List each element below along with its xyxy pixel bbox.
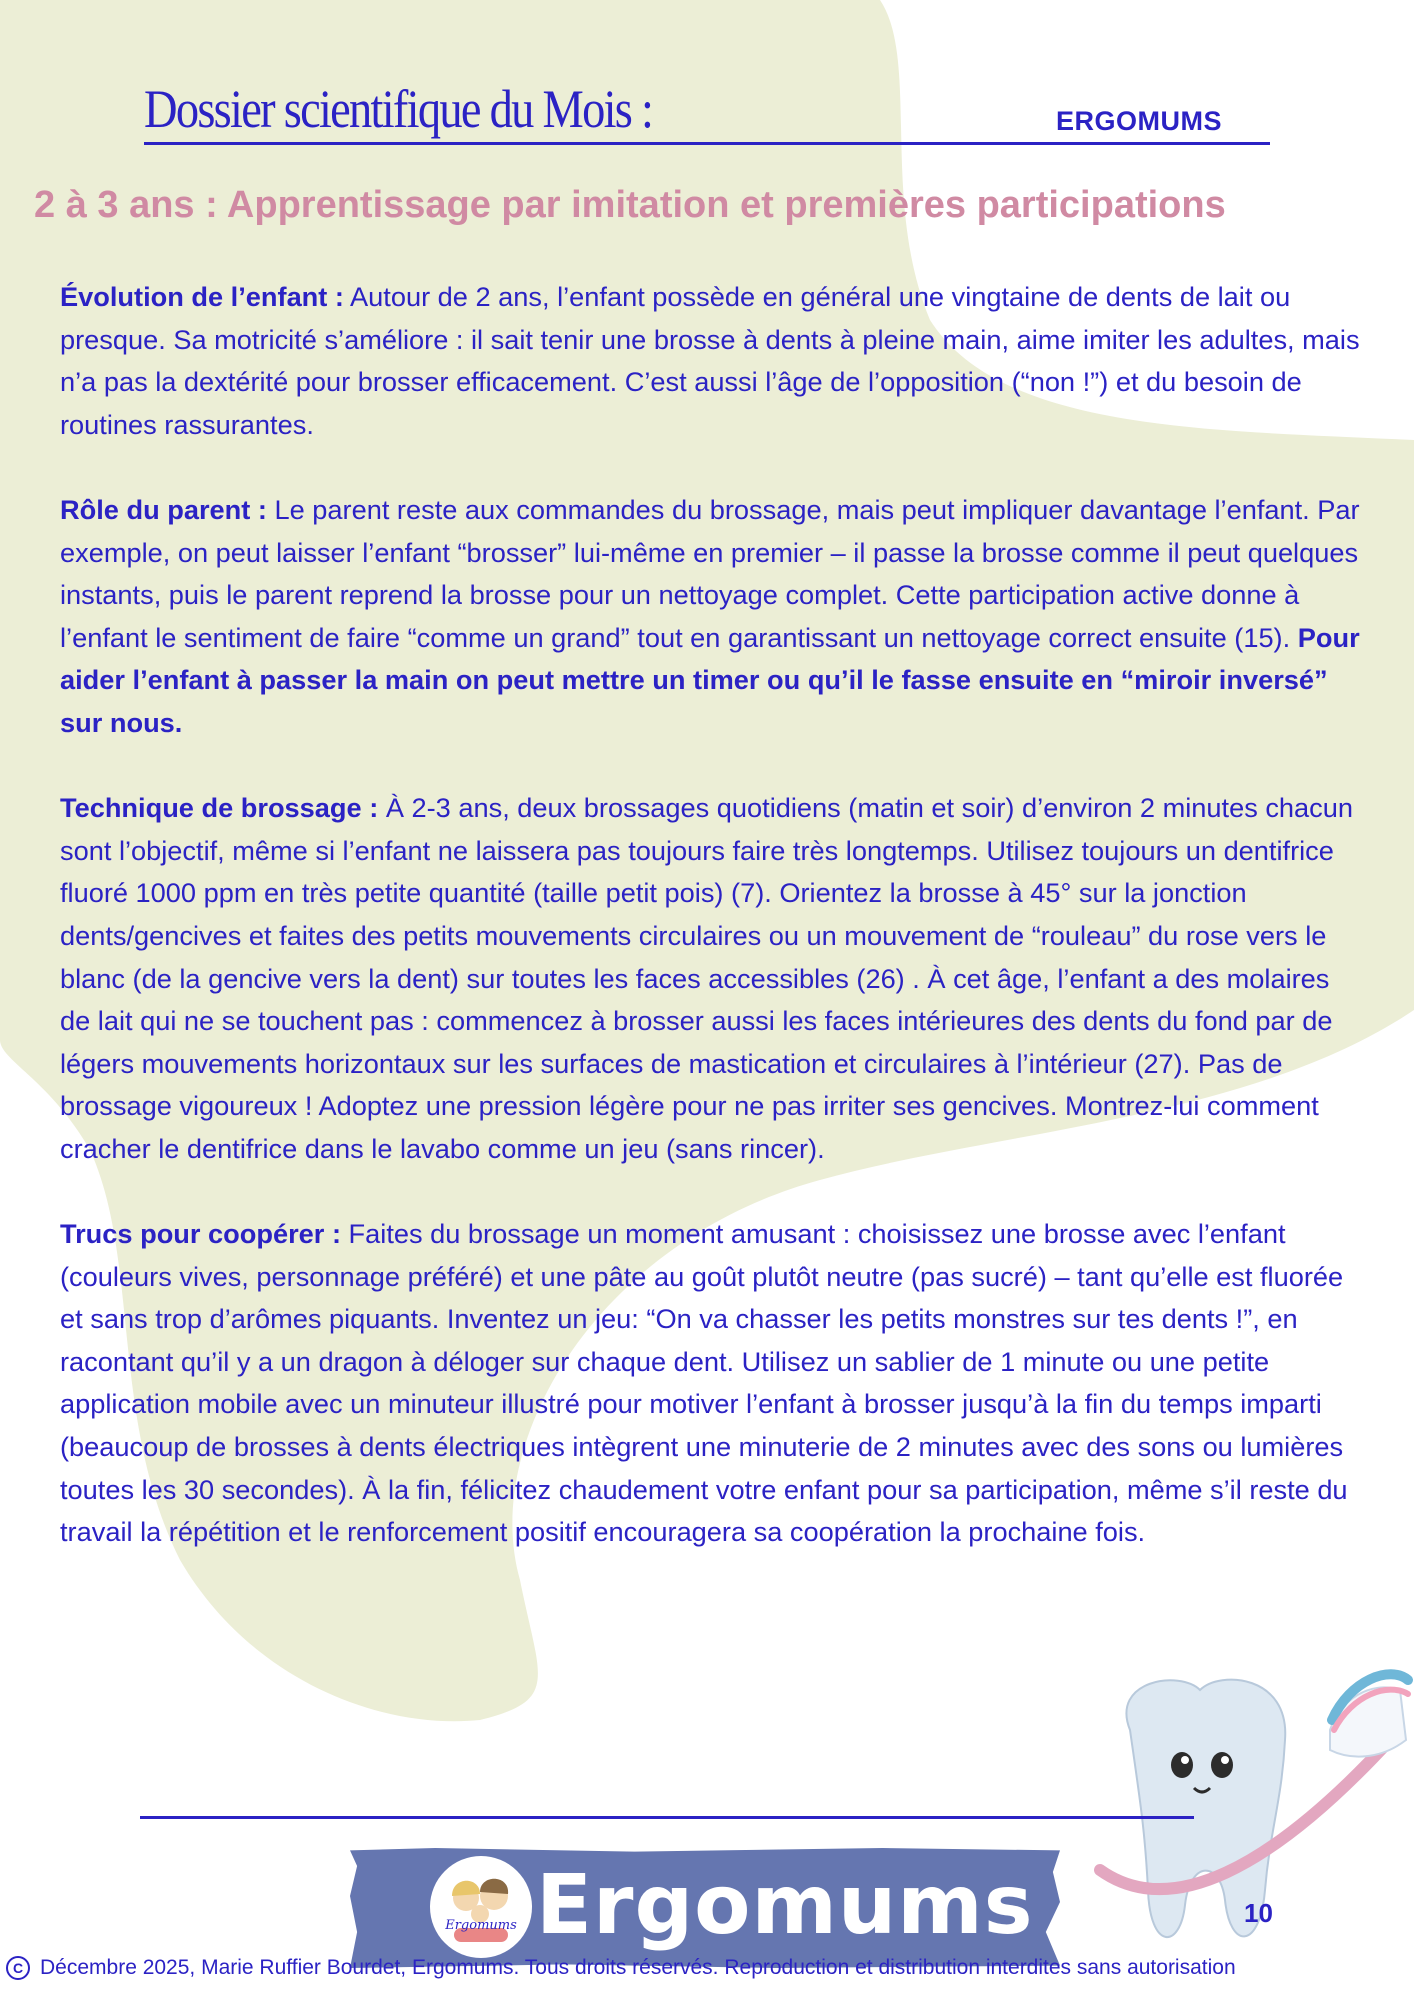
paragraph-evolution <box>60 276 1360 446</box>
copyright-icon: C <box>6 1956 30 1980</box>
paragraph-technique <box>60 787 1360 1170</box>
footer-wordmark: Ergomums <box>536 1858 1034 1953</box>
copyright-text: Décembre 2025, Marie Ruffier Bourdet, Ergomums. Tous droits réservés. Reproduction et distribution interdites sans autorisation <box>40 1956 1236 1979</box>
header-brand: ERGOMUMS <box>1056 106 1222 136</box>
paragraph-text: Faites du brossage un moment amusant : choisissez une brosse avec l’enfant (couleurs vives, personnage préféré) et une pâte au goût plutôt neutre (pas sucré) – tant qu’elle est fluorée et sans trop d’arômes piquants. Inventez un jeu: “On va chasser les petits monstres sur tes dents !”, en racontant qu’il y a un dragon à déloger sur chaque dent. Utilisez un sablier de 1 minute ou une petite application mobile avec un minuteur illustré pour motiver l’enfant à brosser jusqu’à la fin du temps imparti (beaucoup de brosses à dents électriques intègrent une minuterie de 2 minutes avec des sons ou lumières toutes les 30 secondes). À la fin, félicitez chaudement votre enfant pour sa participation, même s’il reste du travail la répétition et le renforcement positif encouragera sa coopération la prochaine fois. <box>60 1218 1348 1548</box>
page-number: 10 <box>1244 1898 1273 1928</box>
paragraph-label: Trucs pour coopérer : <box>60 1218 341 1250</box>
section-heading: 2 à 3 ans : Apprentissage par imitation et premières participations <box>34 184 1226 226</box>
page-header-title: Dossier scientifique du Mois : <box>144 79 653 139</box>
footer-divider <box>140 1816 1194 1819</box>
paragraph-text: À 2-3 ans, deux brossages quotidiens (matin et soir) d’environ 2 minutes chacun sont l’objectif, même si l’enfant ne laissera pas toujours faire très longtemps. Utilisez toujours un dentifrice fluoré 1000 ppm en très petite quantité (taille petit pois) (7). Orientez la brosse à 45° sur la jonction dents/gencives et faites des petits mouvements circulaires ou un mouvement de “rouleau” du rose vers le blanc (de la gencive vers la dent) sur toutes les faces accessibles (26) . À cet âge, l’enfant a des molaires de lait qui ne se touchent pas : commencez à brosser aussi les faces intérieures des dents du fond par de légers mouvements horizontaux sur les surfaces de mastication et circulaires à l’intérieur (27). Pas de brossage vigoureux ! Adoptez une pression légère pour ne pas irriter ses gencives. Montrez-lui comment cracher le dentifrice dans le lavabo comme un jeu (sans rincer). <box>60 792 1354 1164</box>
paragraph-label: Technique de brossage : <box>60 792 379 824</box>
article-body <box>60 276 1360 1596</box>
paragraph-text: Le parent reste aux commandes du brossage, mais peut impliquer davantage l’enfant. Par exemple, on peut laisser l’enfant “brosser” lui-même en premier – il passe la brosse comme il peut quelques instants, puis le parent reprend la brosse pour un nettoyage complet. Cette participation active donne à l’enfant le sentiment de faire “comme un grand” tout en garantissant un nettoyage correct ensuite (15). <box>60 493 1360 653</box>
paragraph-tips <box>60 1213 1360 1554</box>
header-underline <box>144 142 1270 145</box>
paragraph-role <box>60 489 1360 745</box>
family-icon <box>430 1856 532 1958</box>
paragraph-label: Rôle du parent : <box>60 493 267 525</box>
paragraph-emphasis: Pour aider l’enfant à passer la main on peut mettre un timer ou qu’il le fasse ensuite en “miroir inversé” sur nous. <box>60 621 1360 738</box>
logo-caption: Ergomums <box>445 1918 517 1933</box>
ergomums-logo <box>430 1856 532 1958</box>
paragraph-label: Évolution de l’enfant : <box>60 281 344 312</box>
paragraph-text: Autour de 2 ans, l’enfant possède en général une vingtaine de dents de lait ou presque. Sa motricité s’améliore : il sait tenir une brosse à dents à pleine main, aime imiter les adultes, mais n’a pas la dextérité pour brosser efficacement. C’est aussi l’âge de l’opposition (“non !”) et du besoin de routines rassurantes. <box>60 281 1360 440</box>
copyright-notice <box>6 1956 1236 1980</box>
tooth-toothbrush-illustration <box>1070 1660 1414 1970</box>
